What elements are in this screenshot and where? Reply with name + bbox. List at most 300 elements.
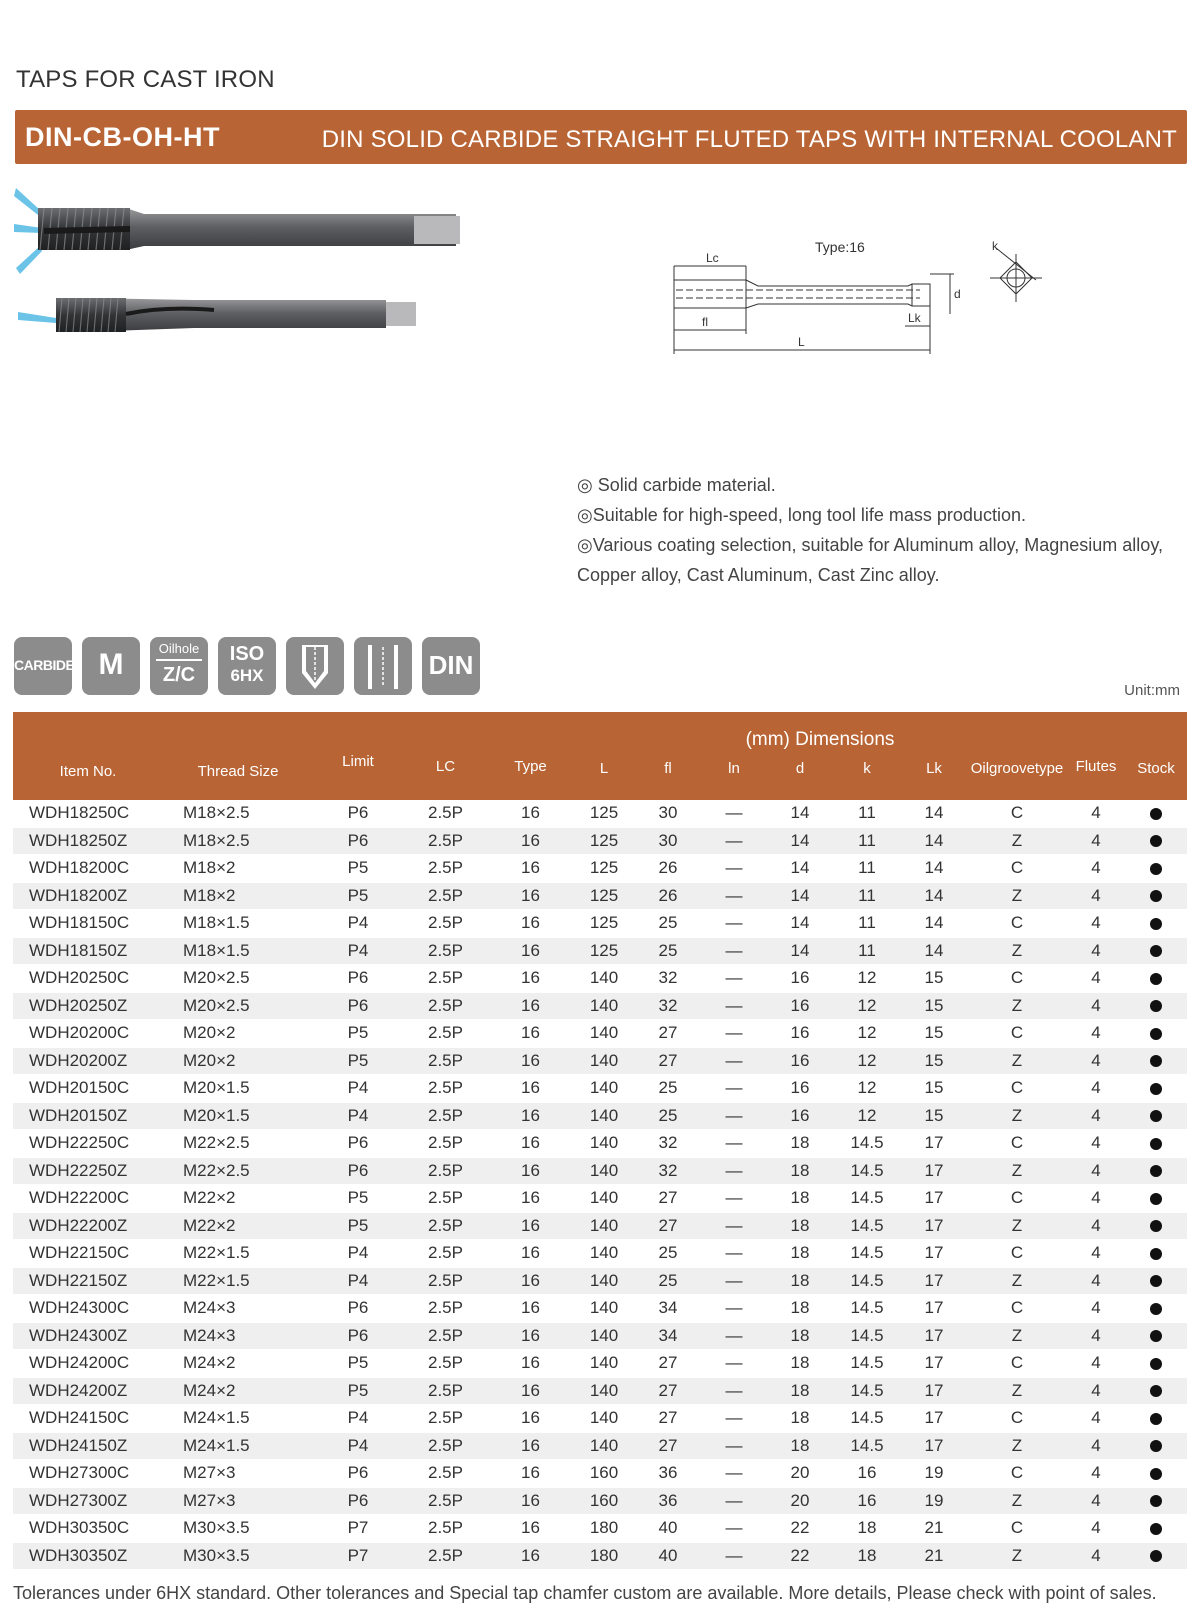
cell-d: 14 (767, 882, 833, 910)
cell-ln: — (701, 1267, 767, 1295)
cell-lc: 2.5P (403, 1515, 488, 1543)
cell-k: 12 (833, 965, 901, 993)
cell-l: 140 (573, 1047, 635, 1075)
table-row (13, 1240, 1187, 1268)
cell-type: 16 (488, 1020, 573, 1048)
cell-flutes: 4 (1067, 1047, 1125, 1075)
cell-fl: 40 (635, 1542, 701, 1570)
stock-indicator (1150, 1440, 1162, 1452)
cell-l: 125 (573, 827, 635, 855)
cell-thread-size: M18×1.5 (163, 910, 313, 938)
cell-oilgroove-type: C (967, 1185, 1067, 1213)
cell-d: 14 (767, 855, 833, 883)
table-row (13, 1295, 1187, 1323)
table-row (13, 1102, 1187, 1130)
cell-oilgroove-type: C (967, 1350, 1067, 1378)
table-header-row (13, 712, 1187, 760)
k-label: k (992, 239, 998, 253)
cell-oilgroove-type: Z (967, 1267, 1067, 1295)
cell-lc: 2.5P (403, 1185, 488, 1213)
cell-item-no: WDH27300C (13, 1460, 163, 1488)
cell-fl: 30 (635, 800, 701, 827)
cell-limit: P6 (313, 1322, 403, 1350)
cell-lk: 14 (901, 855, 967, 883)
cell-k: 14.5 (833, 1157, 901, 1185)
cell-k: 14.5 (833, 1322, 901, 1350)
cell-d: 18 (767, 1377, 833, 1405)
stock-indicator (1150, 1055, 1162, 1067)
cell-lk: 14 (901, 937, 967, 965)
cell-limit: P4 (313, 1432, 403, 1460)
cell-limit: P5 (313, 882, 403, 910)
cell-lk: 17 (901, 1322, 967, 1350)
cell-ln: — (701, 965, 767, 993)
cell-ln: — (701, 1075, 767, 1103)
cell-ln: — (701, 1405, 767, 1433)
cell-l: 140 (573, 1212, 635, 1240)
cell-limit: P5 (313, 1047, 403, 1075)
stock-indicator (1150, 808, 1162, 820)
cell-thread-size: M24×2 (163, 1377, 313, 1405)
cell-lk: 17 (901, 1432, 967, 1460)
cell-l: 140 (573, 1102, 635, 1130)
cell-d: 18 (767, 1267, 833, 1295)
table-row (13, 992, 1187, 1020)
stock-indicator (1150, 1385, 1162, 1397)
cell-fl: 34 (635, 1322, 701, 1350)
cell-stock (1125, 882, 1187, 910)
stock-indicator (1150, 1028, 1162, 1040)
cell-lk: 17 (901, 1157, 967, 1185)
lc-label: Lc (706, 251, 719, 265)
cell-stock (1125, 1460, 1187, 1488)
cell-lc: 2.5P (403, 1157, 488, 1185)
cell-oilgroove-type: C (967, 1515, 1067, 1543)
cell-oilgroove-type: Z (967, 992, 1067, 1020)
cell-thread-size: M30×3.5 (163, 1542, 313, 1570)
cell-stock (1125, 992, 1187, 1020)
cell-l: 125 (573, 937, 635, 965)
cell-limit: P6 (313, 1130, 403, 1158)
cell-ln: — (701, 800, 767, 827)
cell-ln: — (701, 1295, 767, 1323)
cell-lk: 15 (901, 1075, 967, 1103)
cell-stock (1125, 1102, 1187, 1130)
cell-limit: P6 (313, 1460, 403, 1488)
stock-indicator (1150, 918, 1162, 930)
cell-ln: — (701, 1102, 767, 1130)
cell-lk: 17 (901, 1377, 967, 1405)
cell-stock (1125, 1295, 1187, 1323)
cell-type: 16 (488, 1047, 573, 1075)
cell-k: 14.5 (833, 1267, 901, 1295)
stock-indicator (1150, 1275, 1162, 1287)
cell-thread-size: M24×2 (163, 1350, 313, 1378)
cell-d: 16 (767, 992, 833, 1020)
cell-fl: 27 (635, 1350, 701, 1378)
cell-lc: 2.5P (403, 827, 488, 855)
cell-fl: 32 (635, 965, 701, 993)
cell-limit: P6 (313, 1295, 403, 1323)
cell-flutes: 4 (1067, 827, 1125, 855)
table-row (13, 1377, 1187, 1405)
cell-fl: 36 (635, 1460, 701, 1488)
cell-item-no: WDH24300C (13, 1295, 163, 1323)
metric-badge: M (82, 637, 140, 695)
table-row (13, 1460, 1187, 1488)
cell-type: 16 (488, 1212, 573, 1240)
cell-lk: 17 (901, 1240, 967, 1268)
stock-indicator (1150, 1413, 1162, 1425)
cell-l: 180 (573, 1515, 635, 1543)
cell-k: 14.5 (833, 1350, 901, 1378)
cell-lk: 15 (901, 1047, 967, 1075)
col-type: Type (488, 712, 573, 800)
cell-item-no: WDH18250C (13, 800, 163, 827)
cell-stock (1125, 1322, 1187, 1350)
cell-ln: — (701, 1432, 767, 1460)
cell-item-no: WDH18250Z (13, 827, 163, 855)
cell-fl: 25 (635, 1240, 701, 1268)
stock-indicator (1150, 1330, 1162, 1342)
cell-thread-size: M18×2.5 (163, 827, 313, 855)
cell-ln: — (701, 1157, 767, 1185)
stock-indicator (1150, 1138, 1162, 1150)
cell-stock (1125, 1047, 1187, 1075)
cell-lk: 15 (901, 1102, 967, 1130)
col-l: L (573, 760, 635, 800)
table-row (13, 1267, 1187, 1295)
cell-d: 18 (767, 1130, 833, 1158)
stock-indicator (1150, 1083, 1162, 1095)
table-row (13, 882, 1187, 910)
cell-k: 11 (833, 855, 901, 883)
cell-oilgroove-type: C (967, 910, 1067, 938)
cell-type: 16 (488, 1322, 573, 1350)
cell-limit: P4 (313, 910, 403, 938)
stock-indicator (1150, 1000, 1162, 1012)
dimensions-group-header: (mm) Dimensions (573, 712, 1067, 760)
cell-ln: — (701, 1047, 767, 1075)
cell-d: 18 (767, 1240, 833, 1268)
cell-fl: 32 (635, 1157, 701, 1185)
cell-thread-size: M18×2 (163, 855, 313, 883)
cell-d: 18 (767, 1405, 833, 1433)
cell-lk: 15 (901, 992, 967, 1020)
din-badge: DIN (422, 637, 480, 695)
cell-flutes: 4 (1067, 1157, 1125, 1185)
cell-limit: P4 (313, 937, 403, 965)
cell-limit: P4 (313, 1102, 403, 1130)
cell-limit: P6 (313, 1487, 403, 1515)
cell-k: 11 (833, 882, 901, 910)
cell-oilgroove-type: C (967, 1240, 1067, 1268)
cell-thread-size: M24×3 (163, 1295, 313, 1323)
cell-thread-size: M20×2 (163, 1047, 313, 1075)
cell-oilgroove-type: C (967, 855, 1067, 883)
cell-item-no: WDH20150C (13, 1075, 163, 1103)
cell-oilgroove-type: C (967, 1130, 1067, 1158)
cell-lc: 2.5P (403, 1460, 488, 1488)
cell-fl: 25 (635, 1267, 701, 1295)
cell-flutes: 4 (1067, 1185, 1125, 1213)
stock-indicator (1150, 1523, 1162, 1535)
cell-oilgroove-type: Z (967, 882, 1067, 910)
cell-limit: P4 (313, 1267, 403, 1295)
cell-fl: 30 (635, 827, 701, 855)
cell-l: 125 (573, 800, 635, 827)
cell-item-no: WDH22150C (13, 1240, 163, 1268)
cell-limit: P6 (313, 965, 403, 993)
cell-lk: 14 (901, 882, 967, 910)
col-stock: Stock (1125, 712, 1187, 800)
cell-type: 16 (488, 827, 573, 855)
through-hole-icon (354, 637, 412, 695)
cell-oilgroove-type: Z (967, 1047, 1067, 1075)
cell-lc: 2.5P (403, 1267, 488, 1295)
cell-flutes: 4 (1067, 1240, 1125, 1268)
cell-l: 140 (573, 1432, 635, 1460)
cell-k: 14.5 (833, 1432, 901, 1460)
cell-lk: 17 (901, 1350, 967, 1378)
stock-indicator (1150, 1193, 1162, 1205)
col-limit: Limit (313, 712, 403, 800)
cell-lk: 14 (901, 827, 967, 855)
product-code: DIN-CB-OH-HT (25, 122, 220, 152)
cell-item-no: WDH22250C (13, 1130, 163, 1158)
cell-l: 125 (573, 910, 635, 938)
cell-limit: P7 (313, 1542, 403, 1570)
table-row (13, 855, 1187, 883)
cell-lk: 17 (901, 1130, 967, 1158)
cell-flutes: 4 (1067, 1322, 1125, 1350)
cell-item-no: WDH24150C (13, 1405, 163, 1433)
cell-lk: 17 (901, 1212, 967, 1240)
cell-l: 140 (573, 1405, 635, 1433)
col-ln: ln (701, 760, 767, 800)
cell-l: 140 (573, 1377, 635, 1405)
cell-l: 140 (573, 1267, 635, 1295)
cell-fl: 27 (635, 1185, 701, 1213)
cell-k: 12 (833, 1020, 901, 1048)
cell-limit: P5 (313, 855, 403, 883)
cell-ln: — (701, 1350, 767, 1378)
cell-type: 16 (488, 1432, 573, 1460)
cell-oilgroove-type: Z (967, 1157, 1067, 1185)
cell-k: 16 (833, 1460, 901, 1488)
cell-type: 16 (488, 965, 573, 993)
table-row (13, 1487, 1187, 1515)
cell-d: 18 (767, 1295, 833, 1323)
carbide-badge: CARBIDE (14, 637, 72, 695)
cell-stock (1125, 1075, 1187, 1103)
table-row (13, 1047, 1187, 1075)
feature-item: ◎ Solid carbide material. (577, 475, 776, 495)
cell-lc: 2.5P (403, 1212, 488, 1240)
cell-item-no: WDH24200C (13, 1350, 163, 1378)
table-row (13, 1212, 1187, 1240)
cell-d: 16 (767, 1047, 833, 1075)
cell-item-no: WDH27300Z (13, 1487, 163, 1515)
table-row (13, 1157, 1187, 1185)
cell-fl: 26 (635, 882, 701, 910)
cell-k: 14.5 (833, 1212, 901, 1240)
cell-oilgroove-type: Z (967, 937, 1067, 965)
cell-limit: P5 (313, 1377, 403, 1405)
cell-stock (1125, 1405, 1187, 1433)
cell-type: 16 (488, 1295, 573, 1323)
cell-d: 22 (767, 1515, 833, 1543)
cell-flutes: 4 (1067, 1267, 1125, 1295)
cell-type: 16 (488, 1405, 573, 1433)
cell-item-no: WDH18200Z (13, 882, 163, 910)
cell-stock (1125, 1267, 1187, 1295)
cell-ln: — (701, 1515, 767, 1543)
cell-lc: 2.5P (403, 992, 488, 1020)
cell-flutes: 4 (1067, 1102, 1125, 1130)
cell-flutes: 4 (1067, 1130, 1125, 1158)
cell-fl: 27 (635, 1405, 701, 1433)
tap-dimension-diagram (650, 230, 1070, 370)
cell-ln: — (701, 1130, 767, 1158)
cell-stock (1125, 1515, 1187, 1543)
product-banner (15, 110, 1187, 164)
cell-stock (1125, 1487, 1187, 1515)
cell-thread-size: M20×1.5 (163, 1075, 313, 1103)
cell-flutes: 4 (1067, 1487, 1125, 1515)
table-row (13, 800, 1187, 827)
cell-l: 160 (573, 1487, 635, 1515)
cell-limit: P6 (313, 992, 403, 1020)
cell-thread-size: M27×3 (163, 1487, 313, 1515)
chamfer-icon (286, 637, 344, 695)
cell-l: 140 (573, 992, 635, 1020)
cell-thread-size: M20×2.5 (163, 965, 313, 993)
cell-d: 22 (767, 1542, 833, 1570)
col-d: d (767, 760, 833, 800)
cell-fl: 27 (635, 1020, 701, 1048)
cell-oilgroove-type: C (967, 965, 1067, 993)
stock-indicator (1150, 835, 1162, 847)
cell-d: 18 (767, 1185, 833, 1213)
col-oilgroove-type: Oilgroovetype (967, 760, 1067, 800)
d-label: d (954, 287, 961, 301)
col-k: k (833, 760, 901, 800)
cell-stock (1125, 1542, 1187, 1570)
cell-lk: 14 (901, 910, 967, 938)
cell-k: 14.5 (833, 1240, 901, 1268)
cell-flutes: 4 (1067, 1432, 1125, 1460)
cell-fl: 34 (635, 1295, 701, 1323)
cell-lc: 2.5P (403, 1405, 488, 1433)
cell-lc: 2.5P (403, 1047, 488, 1075)
table-row (13, 1515, 1187, 1543)
feature-item: ◎Various coating selection, suitable for Aluminum alloy, Magnesium alloy, (577, 535, 1163, 555)
cell-item-no: WDH20250C (13, 965, 163, 993)
cell-lc: 2.5P (403, 855, 488, 883)
product-description: DIN SOLID CARBIDE STRAIGHT FLUTED TAPS WITH INTERNAL COOLANT (321, 126, 1177, 153)
cell-limit: P4 (313, 1075, 403, 1103)
cell-k: 11 (833, 827, 901, 855)
cell-oilgroove-type: Z (967, 827, 1067, 855)
cell-l: 140 (573, 1130, 635, 1158)
cell-fl: 36 (635, 1487, 701, 1515)
table-row (13, 1432, 1187, 1460)
cell-item-no: WDH20200C (13, 1020, 163, 1048)
cell-flutes: 4 (1067, 1460, 1125, 1488)
cell-ln: — (701, 1240, 767, 1268)
cell-oilgroove-type: C (967, 1405, 1067, 1433)
cell-d: 16 (767, 1102, 833, 1130)
cell-type: 16 (488, 1157, 573, 1185)
cell-type: 16 (488, 1267, 573, 1295)
table-row (13, 1322, 1187, 1350)
cell-lc: 2.5P (403, 1377, 488, 1405)
cell-flutes: 4 (1067, 1295, 1125, 1323)
cell-fl: 26 (635, 855, 701, 883)
cell-d: 16 (767, 1020, 833, 1048)
cell-lk: 19 (901, 1460, 967, 1488)
cell-lc: 2.5P (403, 937, 488, 965)
cell-d: 18 (767, 1350, 833, 1378)
cell-oilgroove-type: C (967, 1460, 1067, 1488)
cell-stock (1125, 1240, 1187, 1268)
cell-oilgroove-type: Z (967, 1212, 1067, 1240)
cell-d: 18 (767, 1157, 833, 1185)
cell-type: 16 (488, 800, 573, 827)
cell-flutes: 4 (1067, 937, 1125, 965)
cell-item-no: WDH24300Z (13, 1322, 163, 1350)
cell-fl: 25 (635, 937, 701, 965)
cell-flutes: 4 (1067, 1515, 1125, 1543)
cell-type: 16 (488, 1377, 573, 1405)
cell-item-no: WDH22250Z (13, 1157, 163, 1185)
cell-lc: 2.5P (403, 965, 488, 993)
cell-k: 14.5 (833, 1405, 901, 1433)
cell-d: 18 (767, 1212, 833, 1240)
cell-l: 125 (573, 882, 635, 910)
oilhole-badge: Oilhole Z/C (150, 637, 208, 695)
stock-indicator (1150, 1495, 1162, 1507)
cell-limit: P5 (313, 1212, 403, 1240)
l-label: L (798, 335, 805, 349)
stock-indicator (1150, 1220, 1162, 1232)
cell-stock (1125, 800, 1187, 827)
cell-flutes: 4 (1067, 910, 1125, 938)
cell-k: 14.5 (833, 1377, 901, 1405)
cell-thread-size: M22×2 (163, 1185, 313, 1213)
cell-l: 180 (573, 1542, 635, 1570)
cell-thread-size: M18×2.5 (163, 800, 313, 827)
cell-type: 16 (488, 1542, 573, 1570)
cell-item-no: WDH22150Z (13, 1267, 163, 1295)
lk-label: Lk (908, 311, 921, 325)
cell-lk: 17 (901, 1267, 967, 1295)
cell-d: 14 (767, 800, 833, 827)
cell-k: 14.5 (833, 1295, 901, 1323)
cell-item-no: WDH18150Z (13, 937, 163, 965)
cell-flutes: 4 (1067, 1542, 1125, 1570)
stock-indicator (1150, 1248, 1162, 1260)
cell-limit: P5 (313, 1185, 403, 1213)
cell-stock (1125, 1130, 1187, 1158)
table-row (13, 1542, 1187, 1570)
cell-oilgroove-type: C (967, 1075, 1067, 1103)
cell-type: 16 (488, 1185, 573, 1213)
cell-ln: — (701, 1542, 767, 1570)
col-thread-size: Thread Size (163, 712, 313, 800)
cell-d: 20 (767, 1487, 833, 1515)
